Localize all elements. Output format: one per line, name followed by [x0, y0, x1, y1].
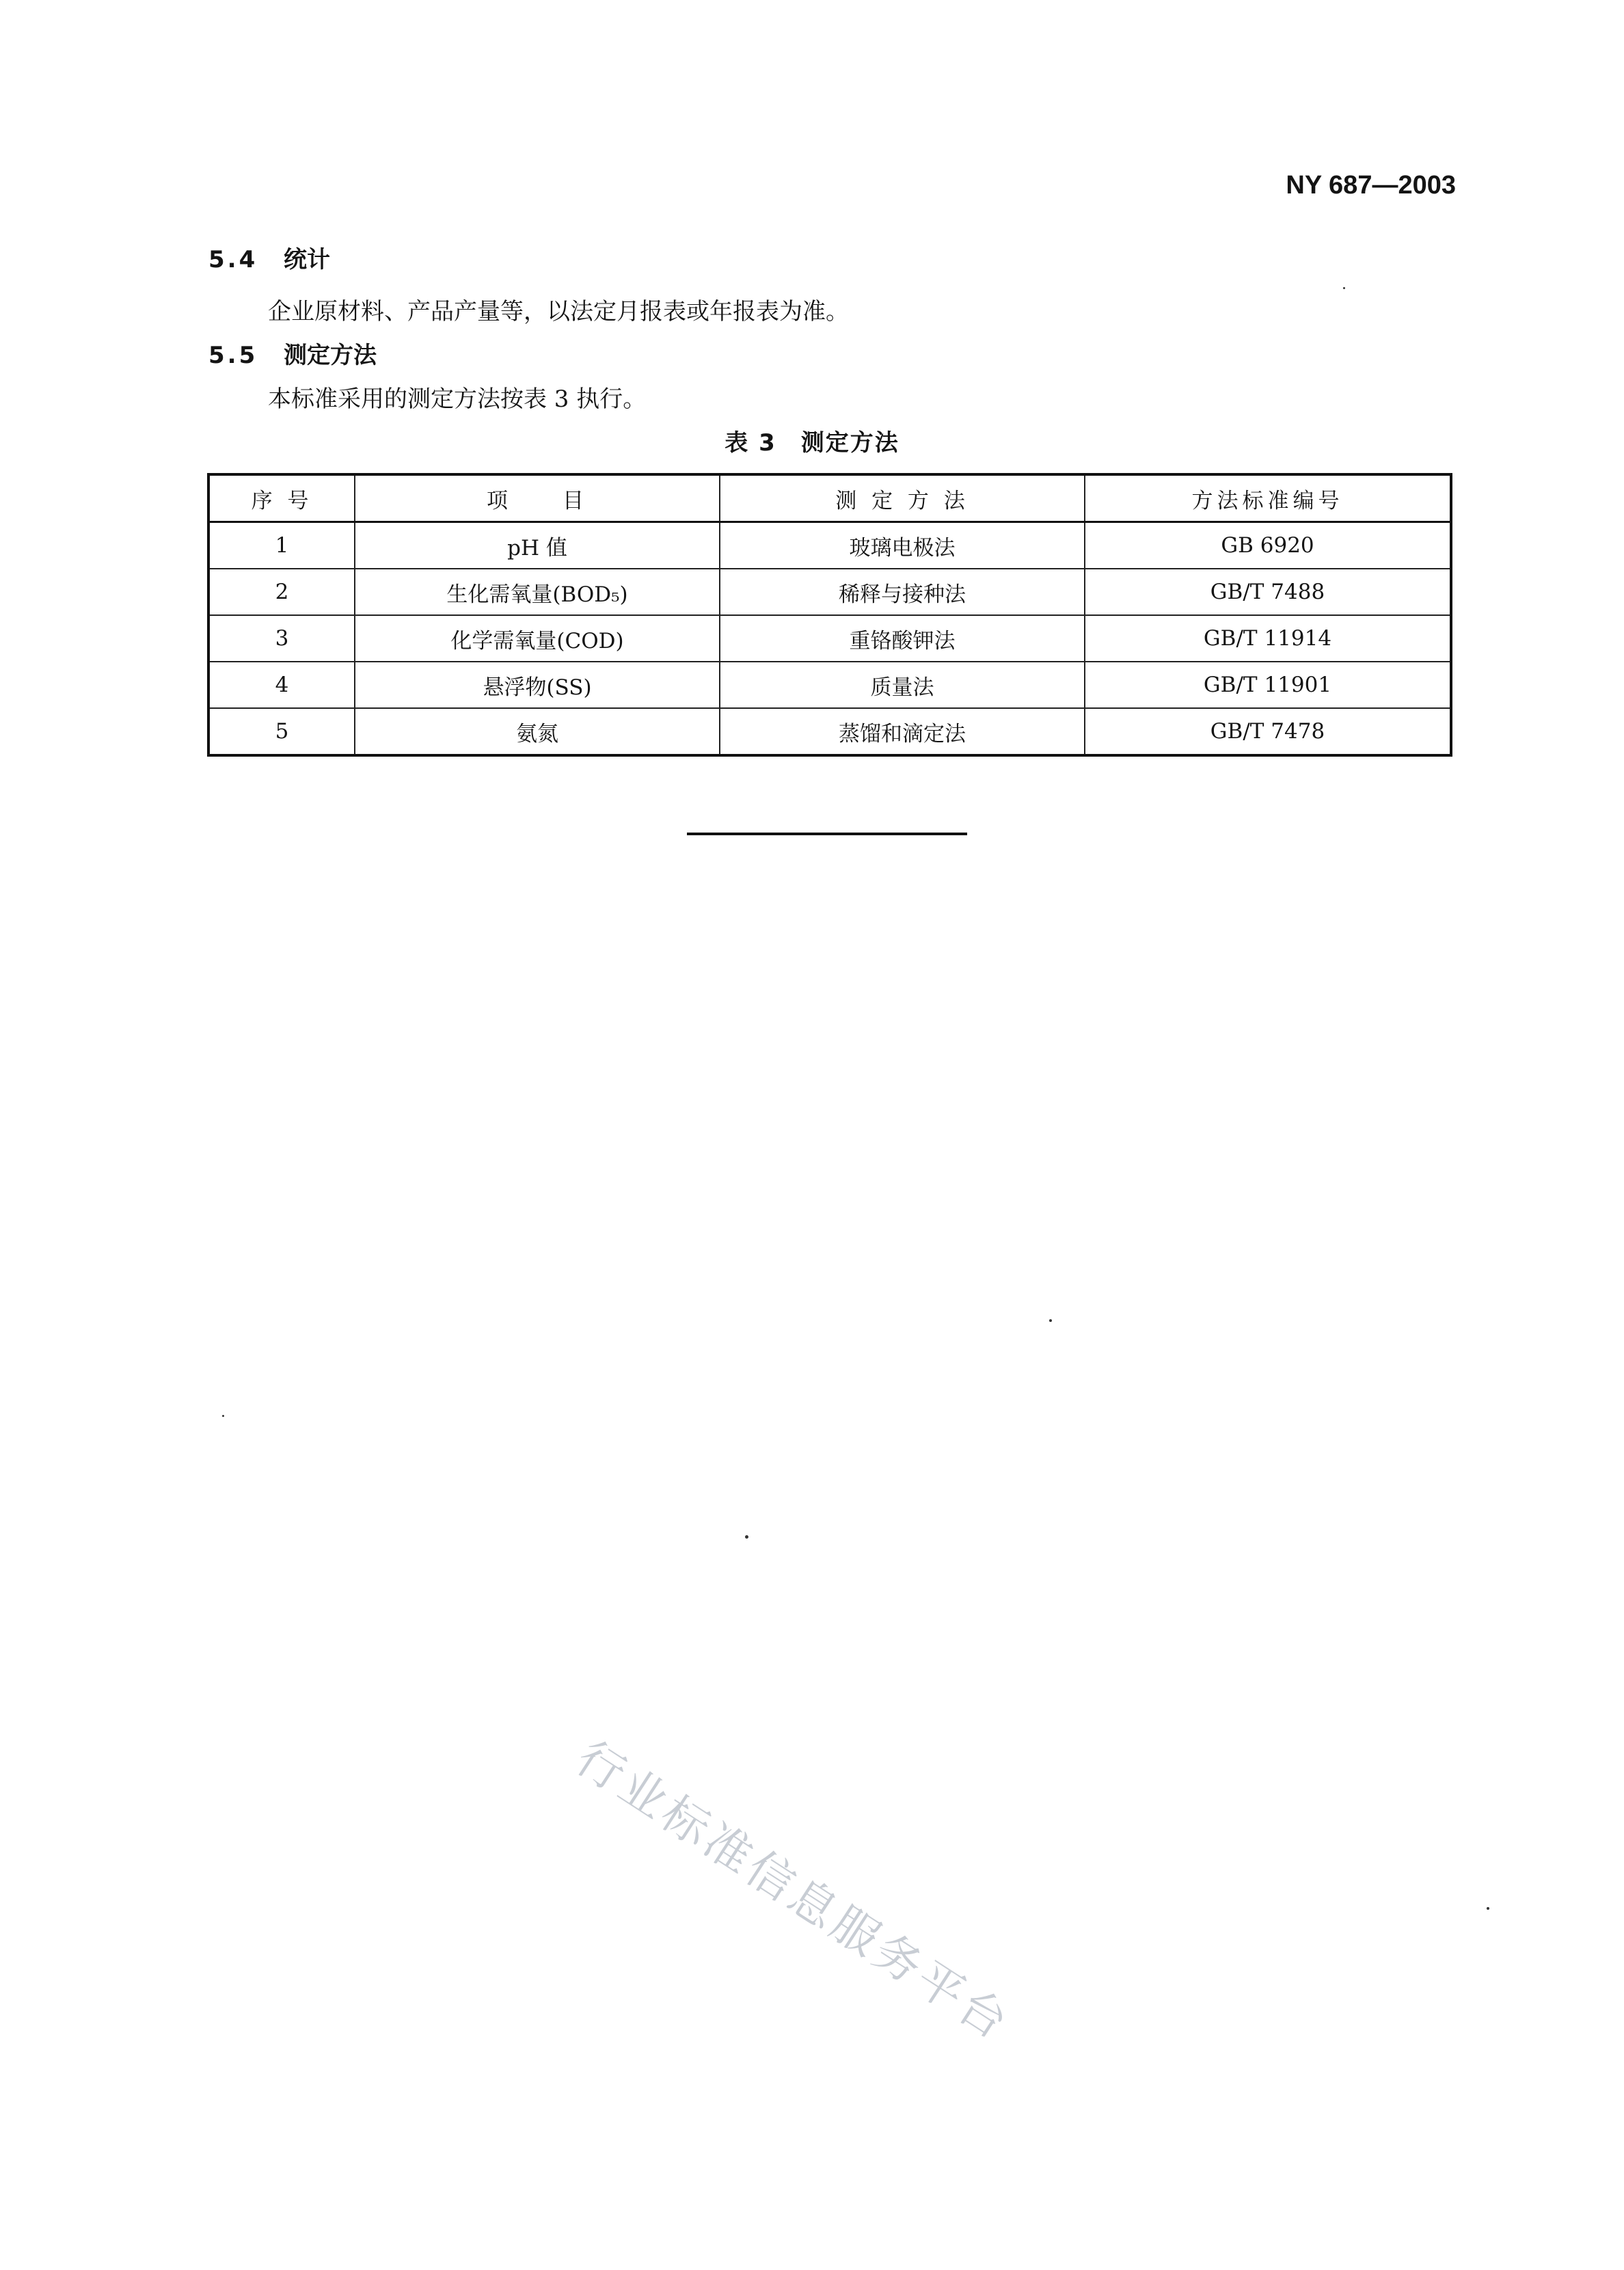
scan-speck [1343, 287, 1345, 289]
cell-no: 5 [208, 708, 355, 755]
section-5-5-heading [208, 336, 377, 370]
section-5-4-body: 企业原材料、产品产量等，以法定月报表或年报表为准。 [268, 298, 849, 325]
cell-method: 稀释与接种法 [720, 569, 1085, 615]
watermark: 行业标准信息服务平台 [566, 1731, 1020, 2052]
cell-standard: GB/T 11914 [1085, 615, 1451, 662]
cell-no: 3 [208, 615, 355, 662]
column-header-standard: 方法标准编号 [1085, 474, 1451, 522]
scan-speck [222, 1415, 224, 1417]
cell-item: 化学需氧量(COD) [355, 615, 720, 662]
table-row [208, 522, 1451, 569]
column-header-method: 测 定 方 法 [720, 474, 1085, 522]
cell-no: 2 [208, 569, 355, 615]
cell-standard: GB/T 11901 [1085, 662, 1451, 708]
cell-item: 氨氮 [355, 708, 720, 755]
table-row [208, 615, 1451, 662]
table-row [208, 569, 1451, 615]
cell-no: 4 [208, 662, 355, 708]
cell-standard: GB/T 7478 [1085, 708, 1451, 755]
section-5-5-body: 本标准采用的测定方法按表 3 执行。 [268, 386, 647, 413]
section-number: 5.5 [208, 342, 258, 369]
cell-standard: GB 6920 [1085, 522, 1451, 569]
cell-method: 质量法 [720, 662, 1085, 708]
column-header-no: 序 号 [208, 474, 355, 522]
table-header-row [208, 474, 1451, 522]
cell-item: pH 值 [355, 522, 720, 569]
end-rule [687, 833, 967, 835]
table-row [208, 708, 1451, 755]
cell-method: 蒸馏和滴定法 [720, 708, 1085, 755]
section-5-4-heading [208, 241, 330, 274]
cell-item: 生化需氧量(BOD₅) [355, 569, 720, 615]
cell-item: 悬浮物(SS) [355, 662, 720, 708]
section-number: 5.4 [208, 246, 258, 273]
table-row [208, 662, 1451, 708]
section-title: 统计 [284, 246, 330, 273]
section-title: 测定方法 [284, 342, 377, 369]
cell-method: 重铬酸钾法 [720, 615, 1085, 662]
scan-speck [745, 1535, 748, 1539]
methods-table [207, 473, 1452, 757]
cell-no: 1 [208, 522, 355, 569]
table-caption: 表 3 测定方法 [725, 429, 899, 457]
cell-method: 玻璃电极法 [720, 522, 1085, 569]
column-header-item: 项 目 [355, 474, 720, 522]
scan-speck [1487, 1907, 1489, 1910]
scan-speck [1049, 1319, 1052, 1322]
cell-standard: GB/T 7488 [1085, 569, 1451, 615]
standard-code: NY 687—2003 [1286, 171, 1456, 200]
